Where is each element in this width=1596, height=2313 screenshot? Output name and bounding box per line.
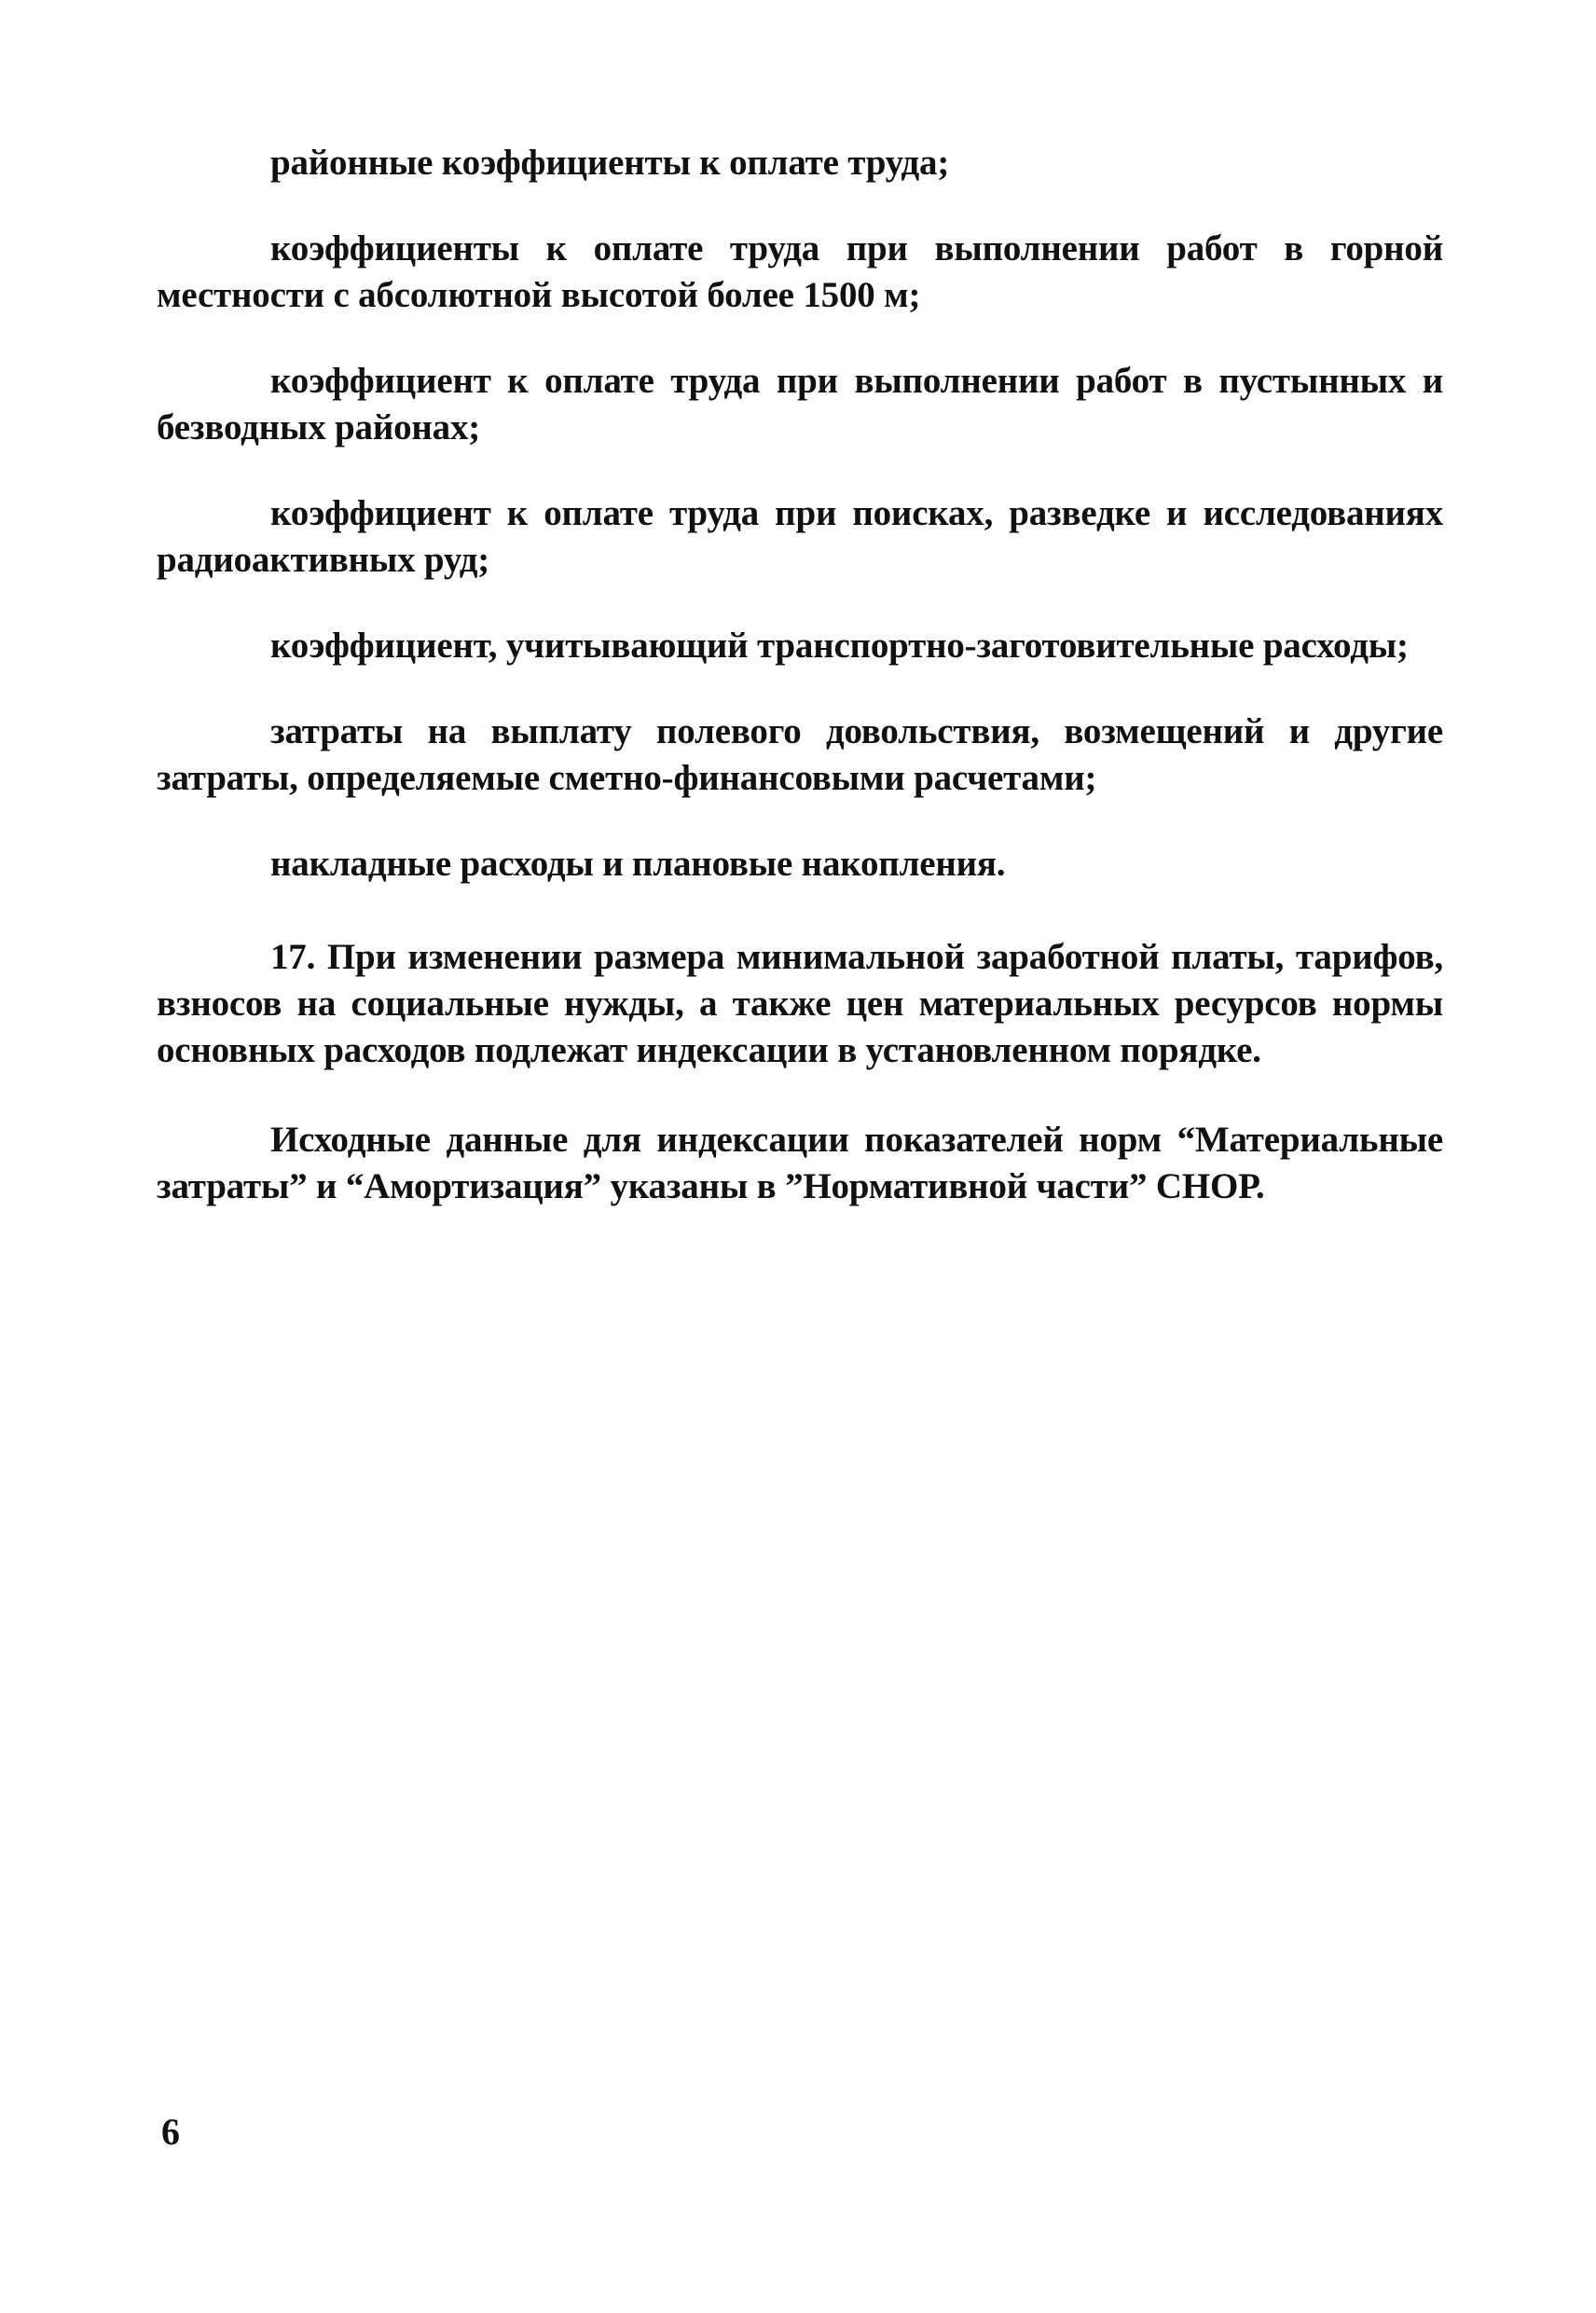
paragraph-transport-coefficient: коэффициент, учитывающий транспортно-заготовительные расходы; bbox=[270, 626, 1409, 666]
paragraph-item-17: 17. При изменении размера минимальной заработной платы, тарифов, взносов на социальные нужды, а также цен материальных ресурсов нормы основных расходов подлежат индексации в установленном порядке. bbox=[157, 937, 1443, 1070]
page-number: 6 bbox=[161, 2111, 180, 2153]
paragraph-desert-coefficient: коэффициент к оплате труда при выполнении работ в пустынных и безводных районах; bbox=[157, 361, 1443, 447]
paragraph-indexation-source: Исходные данные для индексации показателей норм “Материальные затраты” и “Амортизация” указаны в ”Нормативной части” СНОР. bbox=[157, 1120, 1443, 1206]
paragraph-radioactive-coefficient: коэффициент к оплате труда при поисках, разведке и исследованиях радиоактивных руд; bbox=[157, 493, 1443, 580]
paragraph-mountain-coefficients: коэффициенты к оплате труда при выполнении работ в горной местности с абсолютной высотой более 1500 м; bbox=[157, 228, 1443, 315]
paragraph-overhead: накладные расходы и плановые накопления. bbox=[270, 844, 1006, 884]
body-text bbox=[157, 140, 1443, 1210]
paragraph-regional-coefficients: районные коэффициенты к оплате труда; bbox=[270, 143, 950, 183]
paragraph-field-allowance: затраты на выплату полевого довольствия, возмещений и другие затраты, определяемые сметно-финансовыми расчетами; bbox=[157, 711, 1443, 798]
